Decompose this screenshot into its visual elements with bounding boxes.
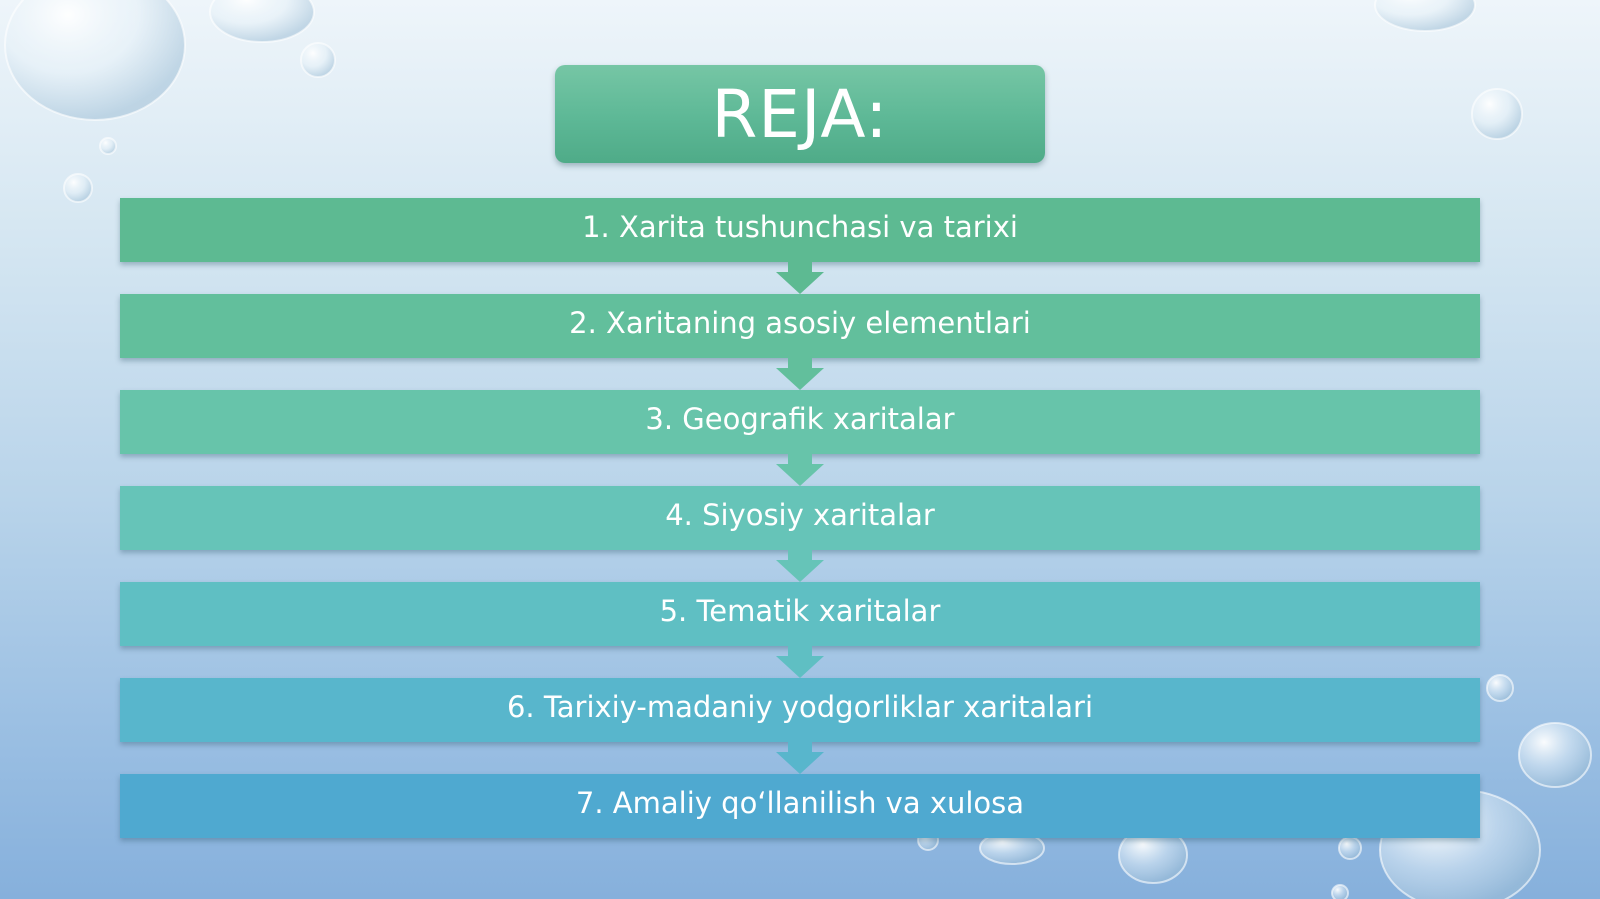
plan-item-4 <box>120 486 1480 550</box>
plan-item-1 <box>120 198 1480 262</box>
arrow-down-icon <box>776 560 824 582</box>
arrow-down-icon <box>776 752 824 774</box>
slide-title: REJA: <box>711 75 889 153</box>
arrow-down-icon <box>776 464 824 486</box>
plan-item-label: 1. Xarita tushunchasi va tarixi <box>582 210 1018 244</box>
arrow-down-icon <box>776 272 824 294</box>
plan-item-5 <box>120 582 1480 646</box>
title-banner <box>555 65 1045 163</box>
arrow-down-icon <box>776 656 824 678</box>
arrow-down-icon <box>776 368 824 390</box>
plan-item-label: 7. Amaliy qo‘llanilish va xulosa <box>575 786 1025 820</box>
plan-item-label: 2. Xaritaning asosiy elementlari <box>569 306 1031 340</box>
plan-item-label: 4. Siyosiy xaritalar <box>665 498 935 532</box>
plan-item-label: 5. Tematik xaritalar <box>659 594 941 628</box>
plan-item-7 <box>120 774 1480 838</box>
plan-item-label: 3. Geografik xaritalar <box>645 402 955 436</box>
plan-item-3 <box>120 390 1480 454</box>
plan-item-2 <box>120 294 1480 358</box>
plan-item-label: 6. Tarixiy-madaniy yodgorliklar xaritalari <box>506 690 1094 724</box>
plan-item-6 <box>120 678 1480 742</box>
